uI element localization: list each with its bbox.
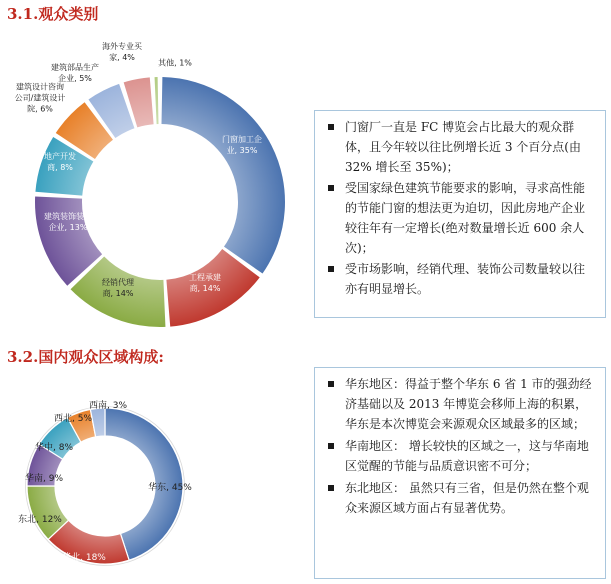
audience-note-2: 受国家绿色建筑节能要求的影响，寻求高性能的节能门窗的想法更为迫切，因此房地产企业较往年有一定增长(绝对数量增长近 600 余人次)； [323, 178, 595, 258]
slice-1-1 [161, 77, 285, 273]
section-title-region-composition: 3.2.国内观众区域构成: [7, 348, 164, 366]
slice-label-1-6: 建筑设计咨询公司/建筑设计院, 6% [14, 82, 66, 114]
audience-note-1: 门窗厂一直是 FC 博览会占比最大的观众群体，且今年较以往比例增长近 3 个百分点(由 32% 增长至 35%)； [323, 117, 595, 177]
region-note-1: 华东地区：得益于整个华东 6 省 1 市的强劲经济基础以及 2013 年博览会移师上海的积累，华东是本次博览会来源观众区域最多的区域； [323, 374, 595, 434]
donut-chart-1 [15, 41, 285, 327]
slice-label-2-3: 东北, 12% [18, 515, 62, 525]
audience-note-3: 受市场影响，经销代理、装饰公司数量较以往亦有明显增长。 [323, 259, 595, 299]
audience-notes-box [314, 110, 606, 318]
slice-label-1-3: 经销代理商, 14% [102, 278, 134, 299]
slice-label-1-1: 门窗加工企业, 35% [222, 135, 262, 156]
slice-label-1-7: 建筑部品生产企业, 5% [51, 63, 99, 84]
slice-label-2-1: 华东, 45% [148, 483, 192, 493]
slice-label-2-4: 华南, 9% [25, 474, 63, 484]
slice-label-1-8: 海外专业买家, 4% [102, 42, 142, 63]
region-note-2: 华南地区： 增长较快的区域之一，这与华南地区觉醒的节能与品质意识密不可分； [323, 436, 595, 476]
slice-label-2-7: 西南, 3% [89, 401, 127, 411]
slice-label-1-2: 工程承建商, 14% [189, 273, 221, 294]
slice-label-1-4: 建筑装饰装修企业, 13% [44, 212, 92, 233]
slice-label-2-5: 华中, 8% [35, 443, 73, 453]
slice-label-1-5: 地产开发商, 8% [44, 152, 76, 173]
slice-label-1-9: 其他, 1% [158, 58, 192, 68]
section-title-audience-types: 3.1.观众类别 [7, 5, 99, 23]
region-notes-box [314, 367, 606, 579]
slice-label-2-6: 西北, 5% [54, 414, 92, 424]
region-note-3: 东北地区： 虽然只有三省，但是仍然在整个观众来源区域方面占有显著优势。 [323, 478, 595, 518]
slice-1-9 [155, 77, 159, 124]
slice-label-2-2: 华北, 18% [62, 553, 106, 563]
donut-chart-2 [18, 399, 192, 566]
